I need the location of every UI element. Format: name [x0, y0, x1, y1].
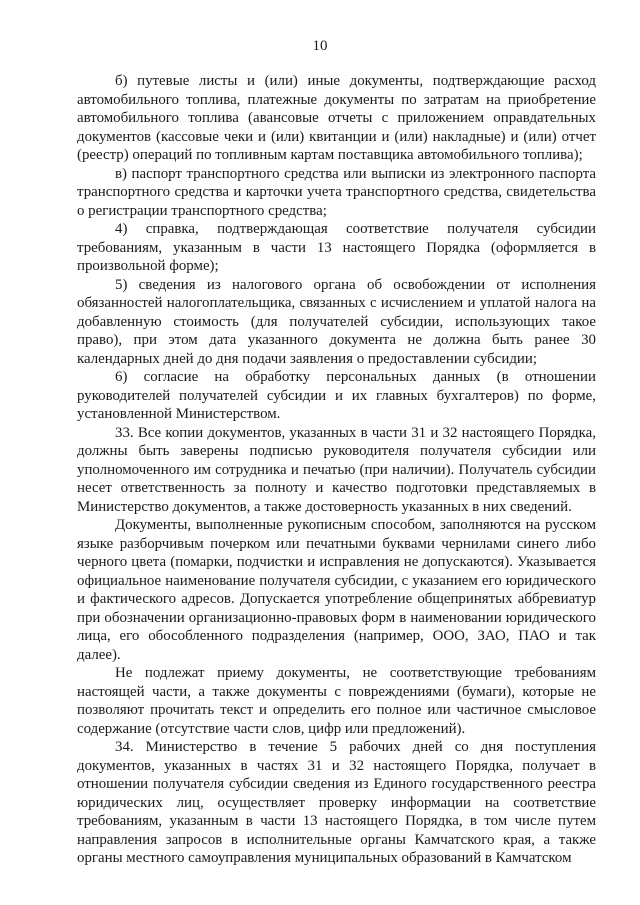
- paragraph-item-5: 5) сведения из налогового органа об освобождении от исполнения обязанностей налогоплательщика, связанных с исчислением и уплатой налога на добавленную стоимость (для получателей субсидии, использующих такое право), при этом дата указанного документа не должна быть ранее 30 календарных дней до дня подачи заявления о предоставлении субсидии;: [77, 276, 596, 367]
- paragraph-section-34: 34. Министерство в течение 5 рабочих дней со дня поступления документов, указанных в частях 31 и 32 настоящего Порядка, получает в отношении получателя субсидии сведения из Единого государственного реестра юридических лиц, осуществляет проверку информации на соответствие требованиям, указанным в части 13 настоящего Порядка, в том числе путем направления запросов в исполнительные органы Камчатского края, а также органы местного самоуправления муниципальных образований в Камчатском: [77, 739, 596, 866]
- paragraph-handwritten-documents: Документы, выполненные рукописным способом, заполняются на русском языке разборчивым почерком или печатными буквами чернилами синего либо черного цвета (помарки, подчистки и исправления не допускаются). Указывается официальное наименование получателя субсидии, с указанием его юридического и фактического адресов. Допускается употребление общепринятых аббревиатур при обозначении организационно-правовых форм в наименовании юридического лица, его обособленного подразделения (например, ООО, ЗАО, ПАО и так далее).: [77, 517, 596, 663]
- paragraph-item-4: 4) справка, подтверждающая соответствие получателя субсидии требованиям, указанным в части 13 настоящего Порядка (оформляется в произвольной форме);: [77, 221, 596, 274]
- paragraph-subitem-b: б) путевые листы и (или) иные документы, подтверждающие расход автомобильного топлива, платежные документы по затратам на приобретение автомобильного топлива (авансовые отчеты с приложением оправдательных документов (кассовые чеки и (или) квитанции и (или) накладные) и (или) отчет (реестр) операций по топливным картам поставщика автомобильного топлива);: [77, 73, 596, 163]
- document-body: [77, 72, 596, 868]
- paragraph-section-33: 33. Все копии документов, указанных в части 31 и 32 настоящего Порядка, должны быть заверены подписью руководителя получателя субсидии или уполномоченного им сотрудника и печатью (при наличии). Получатель субсидии несет ответственность за полноту и качество подготовки представляемых в Министерство документов, а также достоверность указанных в них сведений.: [77, 424, 596, 515]
- paragraph-item-6: 6) согласие на обработку персональных данных (в отношении руководителей получателей субсидии и их главных бухгалтеров) по форме, установленной Министерством.: [77, 369, 596, 422]
- paragraph-subitem-v: в) паспорт транспортного средства или выписки из электронного паспорта транспортного средства и карточки учета транспортного средства, свидетельства о регистрации транспортного средства;: [77, 165, 596, 219]
- paragraph-rejected-documents: Не подлежат приему документы, не соответствующие требованиям настоящей части, а также документы с повреждениями (бумаги), которые не позволяют прочитать текст и определить его полное или частичное смысловое содержание (отсутствие части слов, цифр или предложений).: [77, 665, 596, 737]
- page-number: 10: [312, 38, 328, 54]
